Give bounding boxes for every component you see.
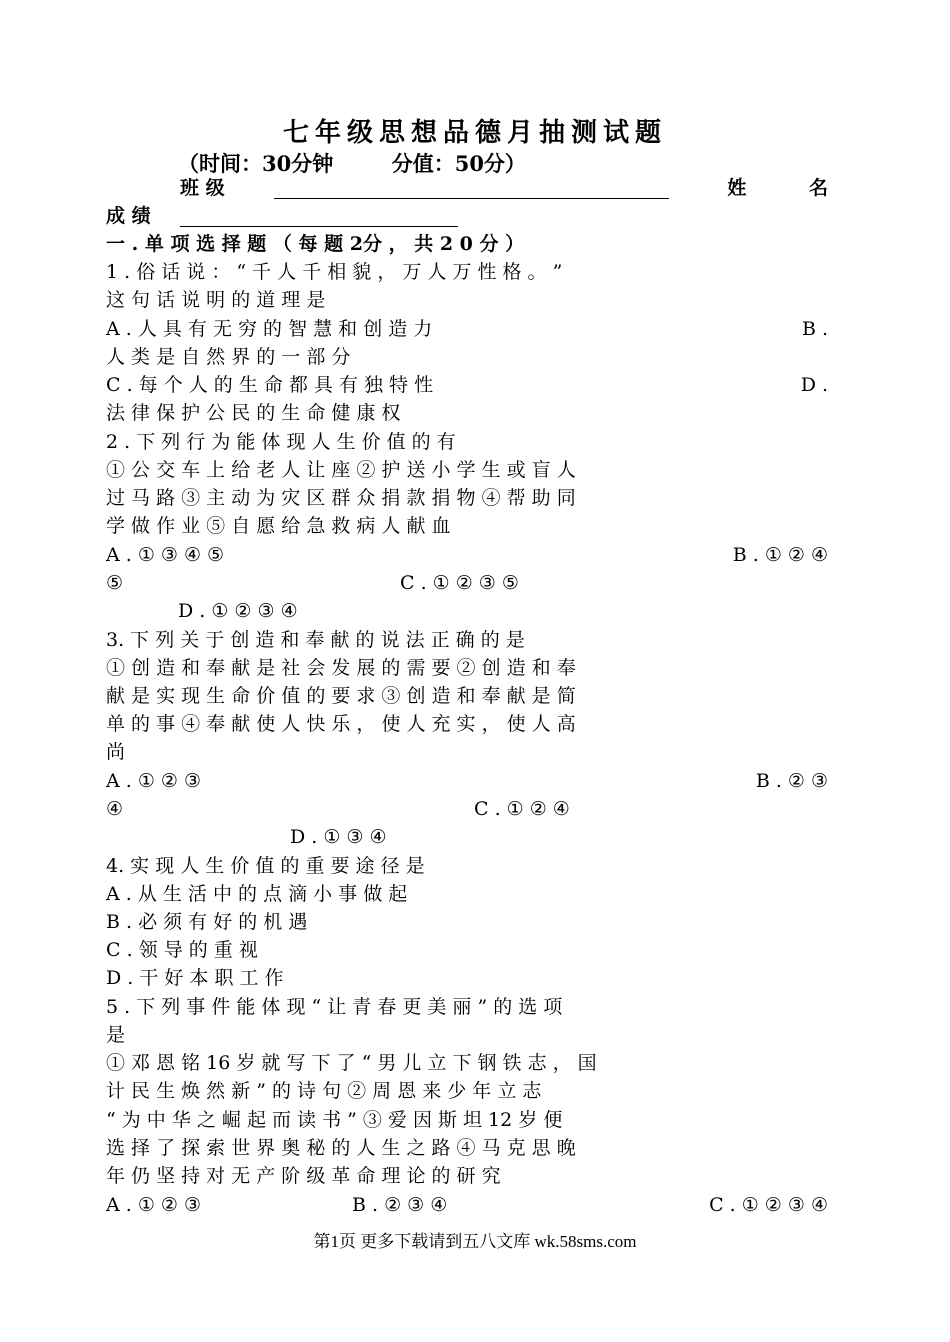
question-line: 学 做 作 业 ⑤ 自 愿 给 急 救 病 人 献 血 (106, 515, 451, 537)
class-blank (274, 176, 669, 199)
option-line (106, 1191, 828, 1219)
question-line: 选 择 了 探 索 世 界 奥 秘 的 人 生 之 路 ④ 马 克 思 晚 (106, 1137, 576, 1159)
question-line: 4. 实 现 人 生 价 值 的 重 要 途 径 是 (106, 855, 425, 877)
page-title: 七年级思想品德月抽测试题 (282, 118, 667, 148)
option-text: B . (801, 318, 828, 340)
option-text: C . ① ② ④ (474, 798, 570, 820)
option-line (106, 795, 828, 823)
option-line (106, 767, 828, 795)
option-text: A . ① ② ③ (106, 770, 202, 792)
question-line: 这 句 话 说 明 的 道 理 是 (106, 289, 326, 311)
question-line: 计 民 生 焕 然 新 ” 的 诗 句 ② 周 恩 来 少 年 立 志 (106, 1080, 542, 1102)
score-row (106, 202, 828, 230)
question-line: 过 马 路 ③ 主 动 为 灾 区 群 众 捐 款 捐 物 ④ 帮 助 同 (106, 487, 576, 509)
question-line: 献 是 实 现 生 命 价 值 的 要 求 ③ 创 造 和 奉 献 是 简 (106, 685, 576, 707)
option-line: D . ① ② ③ ④ (178, 600, 298, 622)
option-text: A . 人 具 有 无 穷 的 智 慧 和 创 造 力 (106, 318, 433, 340)
exam-subtitle: （时间：30分钟 分值：50分） (178, 151, 526, 176)
option-line: B . 必 须 有 好 的 机 遇 (106, 911, 308, 933)
option-text: C . 每 个 人 的 生 命 都 具 有 独 特 性 (106, 374, 434, 396)
option-text: ④ (106, 798, 124, 820)
section-heading: 一 . 单 项 选 择 题 （ 每 题 2分 ， 共 2 0 分 ） (106, 233, 525, 255)
question-line: “ 为 中 华 之 崛 起 而 读 书 ” ③ 爱 因 斯 坦 12 岁 便 (106, 1109, 563, 1131)
question-line: 单 的 事 ④ 奉 献 使 人 快 乐 ， 使 人 充 实 ， 使 人 高 (106, 713, 576, 735)
option-text: C . ① ② ③ ⑤ (400, 572, 519, 594)
question-line: 是 (106, 1024, 126, 1046)
option-text: B . ② ③ (755, 770, 828, 792)
option-line (106, 371, 828, 399)
question-line: ① 公 交 车 上 给 老 人 让 座 ② 护 送 小 学 生 或 盲 人 (106, 459, 576, 481)
question-line: 3. 下 列 关 于 创 造 和 奉 献 的 说 法 正 确 的 是 (106, 629, 525, 651)
class-label: 班 级 (180, 177, 225, 199)
score-label: 成 绩 (106, 205, 151, 227)
question-line: ① 邓 恩 铭 16 岁 就 写 下 了 “ 男 儿 立 下 钢 铁 志 ， 国 (106, 1052, 597, 1074)
option-text: ⑤ (106, 572, 124, 594)
option-text: C . ① ② ③ ④ (709, 1194, 828, 1216)
option-line: 人 类 是 自 然 界 的 一 部 分 (106, 346, 351, 368)
option-line: D . ① ③ ④ (290, 826, 387, 848)
option-line (106, 541, 828, 569)
option-line: 法 律 保 护 公 民 的 生 命 健 康 权 (106, 402, 401, 424)
option-line (106, 315, 828, 343)
question-line: 5 . 下 列 事 件 能 体 现 “ 让 青 春 更 美 丽 ” 的 选 项 (106, 996, 563, 1018)
option-line: C . 领 导 的 重 视 (106, 939, 258, 961)
question-line: 年 仍 坚 持 对 无 产 阶 级 革 命 理 论 的 研 究 (106, 1165, 501, 1187)
option-text: B . ① ② ④ (732, 544, 828, 566)
name-label: 姓 名 (727, 177, 856, 199)
question-line: 2 . 下 列 行 为 能 体 现 人 生 价 值 的 有 (106, 431, 456, 453)
question-line: 1 . 俗 话 说 ： “ 千 人 千 相 貌 ， 万 人 万 性 格 。 ” (106, 261, 563, 283)
option-text: D . (800, 374, 828, 396)
class-name-row (106, 174, 856, 202)
option-text: A . ① ③ ④ ⑤ (106, 544, 225, 566)
option-text: A . ① ② ③ (106, 1194, 202, 1216)
option-text: B . ② ③ ④ (352, 1194, 448, 1216)
score-blank (180, 204, 458, 227)
option-line (106, 569, 828, 597)
question-line: 尚 (106, 741, 126, 763)
question-line: ① 创 造 和 奉 献 是 社 会 发 展 的 需 要 ② 创 造 和 奉 (106, 657, 576, 679)
option-line: A . 从 生 活 中 的 点 滴 小 事 做 起 (106, 883, 408, 905)
page-footer: 第1页 更多下载请到五八文库 wk.58sms.com (313, 1232, 637, 1251)
option-line: D . 干 好 本 职 工 作 (106, 967, 284, 989)
